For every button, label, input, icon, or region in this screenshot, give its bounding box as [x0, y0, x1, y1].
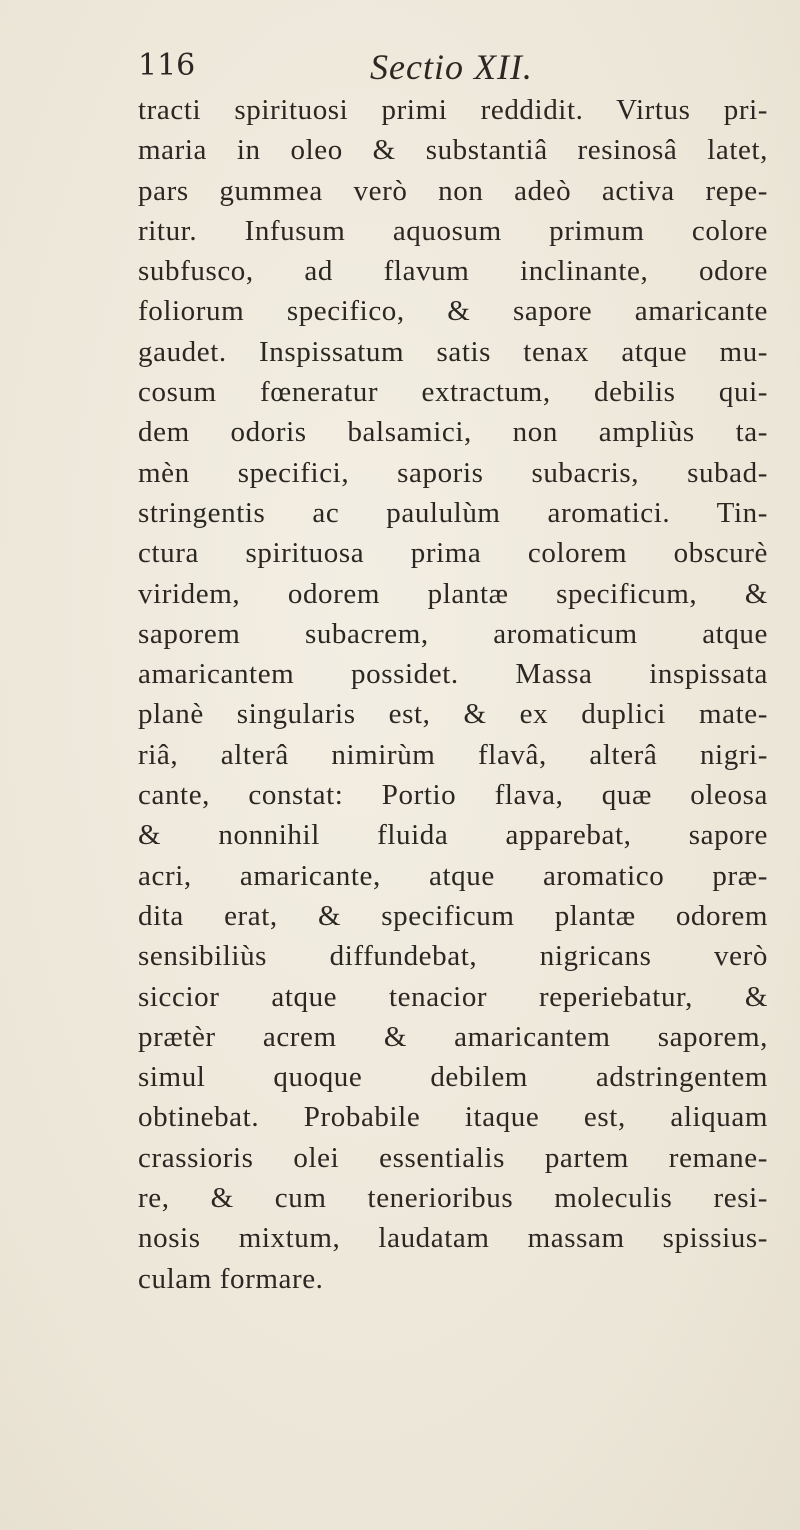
text-line: amaricantem possidet. Massa inspissata — [138, 658, 768, 691]
page-header — [120, 40, 740, 90]
page-number: 116 — [138, 48, 196, 83]
text-line: re, & cum tenerioribus moleculis resi- — [138, 1182, 768, 1215]
text-line: & nonnihil fluida apparebat, sapore — [138, 819, 768, 852]
text-line: simul quoque debilem adstringentem — [138, 1061, 768, 1094]
body-text — [138, 90, 768, 1299]
text-line: nosis mixtum, laudatam massam spissius- — [138, 1222, 768, 1255]
text-line: mèn specifici, saporis subacris, subad- — [138, 456, 768, 489]
text-line: prætèr acrem & amaricantem saporem, — [138, 1020, 768, 1053]
text-line: siccior atque tenacior reperiebatur, & — [138, 980, 768, 1013]
text-line: foliorum specifico, & sapore amaricante — [138, 295, 768, 328]
text-line: ritur. Infusum aquosum primum colore — [138, 214, 768, 247]
text-line: subfusco, ad flavum inclinante, odore — [138, 255, 768, 288]
text-line: dita erat, & specificum plantæ odorem — [138, 899, 768, 932]
text-line: cosum fœneratur extractum, debilis qui- — [138, 376, 768, 409]
text-line: dem odoris balsamici, non ampliùs ta- — [138, 416, 768, 449]
text-line: sensibiliùs diffundebat, nigricans verò — [138, 940, 768, 973]
text-line: crassioris olei essentialis partem remane- — [138, 1141, 768, 1174]
text-line: saporem subacrem, aromaticum atque — [138, 617, 768, 650]
text-line: ctura spirituosa prima colorem obscurè — [138, 537, 768, 570]
text-line: riâ, alterâ nimirùm flavâ, alterâ nigri- — [138, 738, 768, 771]
text-line: maria in oleo & substantiâ resinosâ latet, — [138, 134, 768, 167]
text-line: cante, constat: Portio flava, quæ oleosa — [138, 779, 768, 812]
running-head: Sectio XII. — [370, 47, 533, 87]
text-line: culam formare. — [138, 1262, 324, 1295]
text-line: pars gummea verò non adeò activa repe- — [138, 174, 768, 207]
text-line: gaudet. Inspissatum satis tenax atque mu- — [138, 335, 768, 368]
text-line: planè singularis est, & ex duplici mate- — [138, 698, 768, 731]
text-line: viridem, odorem plantæ specificum, & — [138, 577, 768, 610]
text-line: stringentis ac paululùm aromatici. Tin- — [138, 496, 768, 529]
text-line: acri, amaricante, atque aromatico præ- — [138, 859, 768, 892]
text-line: tracti spirituosi primi reddidit. Virtus pri- — [138, 94, 768, 126]
text-line: obtinebat. Probabile itaque est, aliquam — [138, 1101, 768, 1134]
